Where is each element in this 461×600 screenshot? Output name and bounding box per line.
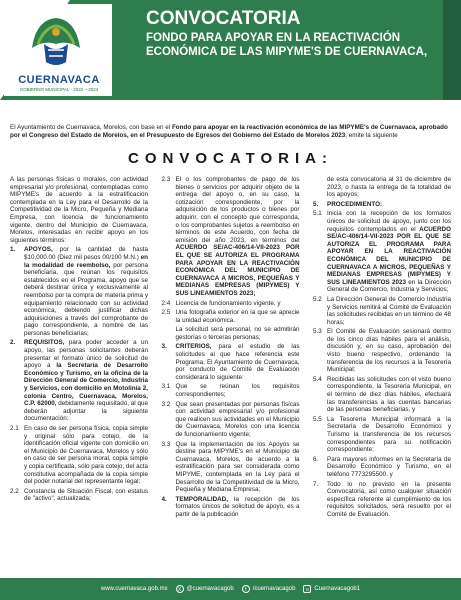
item-heading: PROCEDIMIENTO:: [327, 200, 383, 208]
item-5: [313, 201, 451, 209]
item-2-4: [162, 300, 300, 308]
item-2-1: [10, 425, 148, 486]
footer-facebook[interactable]: [242, 585, 296, 593]
item-text: Constancia de Situación Fiscal, con estatus de "activo", actualizada;: [24, 487, 148, 503]
item-text: [24, 246, 148, 337]
item-bold: ACUERDO SE/AC-406/14-VII-2023 POR EL QUE SE AUTORIZA EL PROGRAMA PARA APOYAR EN LA REACTIVACIÓN ECONÓMICA DEL MUNICIPIO DE CUERNAVACA A MICROS, PEQUEÑAS Y MEDIANAS EMPRESAS (MIPYMES) Y SUS LINEAMIENTOS 2023: [327, 225, 451, 286]
item-text: [327, 210, 451, 294]
intro-bold: Fondo para apoyar en la reactivación económica de las MIPYME's de Cuernavaca, aprobado por el Congreso del Estado de Morelos, en el Presupuesto de Egresos del Gobierno del Estado de Morelos 2023: [10, 124, 448, 139]
item-body: la recepción de los formatos únicos de solicitud de apoyo, es a partir de la publicación: [175, 495, 300, 518]
footer-x-text: @cuernavacagob: [186, 586, 234, 592]
item-body: El o los comprobantes de pago de los bienes o servicios por adquirir objeto de la entrega del apoyo o, en su caso, la cotización correspondiente, por la adquisición de los productos o bienes por adquirir, con el concepto que corresponda, o los comprobantes sujetos a reembolso en términos de este Acuerdo, con fecha de emisión del año 2023, en términos del: [175, 176, 300, 244]
item-text: En caso de ser persona física, copia simple y original sólo para cotejo, de la identificación oficial vigente con domicilio en el Municipio de Cuernavaca, Morelos y sólo en caso de ser persona moral, copia simple y copia certificada, sólo para cotejo, del acta constitutiva acompañada de la copia simple del poder notarial del representante legal;: [24, 425, 148, 486]
x-icon: X: [176, 585, 184, 593]
instagram-icon: o: [303, 585, 311, 593]
footer-bar: [0, 578, 461, 600]
item-2-2: [10, 488, 148, 503]
item-3-1: [162, 383, 300, 398]
item-text: de esta convocatoria al 31 de diciembre de 2023, o hasta la entrega de la totalidad de los apoyos;: [327, 176, 451, 199]
intro-text-2: , emite la siguiente: [345, 132, 398, 139]
cuernavaca-emblem-icon: [24, 10, 88, 72]
item-3-2: [162, 401, 300, 439]
item-number: 4.: [161, 495, 167, 503]
item-1: [10, 246, 148, 337]
item-number: 3.: [161, 343, 167, 351]
item-number: 5.5: [313, 415, 322, 423]
item-body: en la Dirección General de Comercio, Industria y Servicios;: [327, 278, 452, 294]
item-text: La Tesorería Municipal informará a la Secretaría de Desarrollo Económico y Turismo la transferencia de los recursos correspondientes para su notificación correspondiente;: [327, 415, 451, 454]
item-5-3: [313, 328, 451, 374]
item-body: por la cantidad de hasta $10,000.00 (Diez mil pesos 00/100 M.N.): [24, 246, 148, 261]
note-text: La solicitud será personal, no se admitirán gestorías o terceras personas;: [175, 326, 300, 341]
item-text: Recibidas las solicitudes con el visto bueno correspondiente, la Tesorería Municipal, en el término de diez días hábiles, efectuará las transferencias a las cuentas bancarias de las personas beneficiarias, y: [327, 375, 451, 414]
column-1: [10, 176, 148, 574]
item-bold: ACUERDO SE/AC-406/14-VII-2023 POR EL QUE SE AUTORIZA EL PROGRAMA PARA APOYAR EN LA REACTIVACIÓN ECONÓMICA DEL MUNICIPIO DE CUERNAVACA A MICROS, PEQUEÑAS Y MEDIANAS EMPRESAS (MIPYMES) Y SUS LINEAMIENTOS 2023;: [175, 244, 300, 297]
col1-intro: A las personas físicas o morales, con actividad empresarial y/o profesional, contempladas como MIPYME's de acuerdo a la estratificación contemplada en la Ley para el Desarrollo de la Competitividad de la Micro, Pequeña y Mediana Empresa, con licencia de funcionamiento vigente, dentro del Municipio de Cuernavaca, Morelos, interesadas en recibir apoyo en los siguientes términos:: [10, 176, 148, 244]
item-number: 2.5: [161, 309, 171, 317]
item-5-1: [313, 210, 451, 294]
item-number: 6.: [313, 455, 319, 463]
spacer: [162, 326, 176, 341]
item-text: [24, 339, 148, 423]
item-5-2: [313, 296, 451, 326]
item-text: Una fotografía exterior en la que se aprecie la unidad económica.: [175, 309, 300, 324]
facebook-icon: f: [242, 585, 250, 593]
item-7: [313, 481, 451, 519]
item-2-5: [162, 309, 300, 324]
body-columns: [10, 176, 451, 574]
item-text: Que la implementación de los Apoyos se destine para MIPYME's en el Municipio de Cuernavaca, Morelos, de acuerdo a la estratificación para ser considerada como MIPYME, contemplada en la Ley para el Desarrollo de la Competitividad de la Micro, Pequeña y Mediana Empresa;: [175, 440, 300, 494]
header-title: CONVOCATORIA: [146, 8, 301, 29]
item-bold: la Secretaría de Desarrollo Económico y Turismo, en la oficina de la Dirección General de Comercio, Industria y Servicios, con domicilio en Motolinía 2, colonia Centro, Cuernavaca, Morelos, C.P. 62000,: [24, 362, 148, 408]
item-6: [313, 456, 451, 479]
logo: [4, 4, 112, 96]
item-text: Para mayores informes en la Secretaría de Desarrollo Económico y Turismo, en el teléfono 7773295500, y: [327, 455, 451, 478]
item-3-3: [162, 441, 300, 494]
item-number: 2.1: [10, 425, 19, 432]
item-text: El Comité de Evaluación sesionará dentro de los cinco días hábiles para el análisis, discusión y, en su caso, aprobación del visto bueno respectivo, ordenando la transferencia de los recursos a la Tesorería Municipal;: [327, 328, 451, 374]
intro-paragraph: [10, 124, 451, 140]
item-number: 5.4: [313, 375, 322, 383]
spacer: [313, 176, 327, 199]
column-3: [313, 176, 451, 574]
item-body: para el estudio de las solicitudes al que hace referencia este Programa, El Ayuntamiento de Cuernavaca, por conducto de Comité de Evaluación considerará lo siguiente:: [175, 343, 300, 381]
item-body: Inicia con la recepción de los formatos únicos de solicitud de apoyo, junto con los requisitos contemplados en el: [327, 210, 451, 233]
item-number: 2.: [10, 339, 16, 347]
item-number: 1.: [10, 246, 16, 254]
footer-website-text: www.cuernavaca.gob.mx: [100, 586, 168, 592]
item-text: [176, 496, 300, 519]
item-bold: en la modalidad de reembolso,: [24, 253, 148, 269]
item-text: Licencia de funcionamiento vigente, y: [175, 299, 281, 307]
footer-x[interactable]: [176, 585, 234, 593]
item-bold: CRITERIOS,: [175, 343, 212, 351]
logo-subtitle: GOBIERNO MUNICIPAL · 2022 – 2024: [19, 87, 99, 92]
item-5-5: [313, 416, 451, 454]
item-bold: REQUISITOS,: [24, 339, 65, 347]
footer-instagram[interactable]: [303, 585, 360, 593]
header-banner: [0, 0, 461, 100]
item-2: [10, 339, 148, 423]
item-text: Que sean presentadas por personas físicas con actividad empresarial y/o profesional que realicen sus actividades en el Municipio de Cuernavaca, Morelos con una licencia de funcionamiento vigente;: [175, 400, 300, 438]
item-number: 5.: [313, 200, 319, 208]
item-number: 5.3: [313, 328, 322, 336]
item-number: 5.1: [313, 210, 322, 218]
footer-facebook-text: /cuernavacagob: [252, 586, 296, 592]
item-4: [162, 496, 300, 519]
convocatoria-heading: CONVOCATORIA:: [128, 150, 333, 167]
column-2: [162, 176, 300, 574]
item-number: 3.3: [161, 440, 171, 448]
item-text: [176, 343, 300, 381]
item-3: [162, 343, 300, 381]
item-text: Que se reúnan los requisitos correspondientes;: [175, 383, 300, 399]
item-number: 5.2: [313, 295, 322, 303]
item-text: [176, 176, 300, 298]
item-body: debidamente requisitado, al que deberán adjuntar la siguiente documentación:: [24, 400, 148, 423]
header-subtitle: FONDO PARA APOYAR EN LA REACTIVACIÓN ECONÓMICA DE LAS MIPYME'S DE CUERNAVACA,: [146, 32, 428, 58]
intro-text-1: El Ayuntamiento de Cuernavaca, Morelos, con base en el: [10, 124, 172, 131]
item-number: 3.1: [161, 383, 171, 391]
item-text: Todo lo no previsto en la presente Convocatoria, así como cualquier situación específica referente al cumplimiento de los requisitos solicitados, será resuelto por el Comité de Evaluación.: [327, 480, 451, 518]
item-5-4: [313, 376, 451, 414]
item-number: 2.2: [10, 487, 19, 495]
item-bold: TEMPORALIDAD,: [175, 495, 228, 503]
item-body: para poder acceder a un apoyo, las personas solicitantes deberán presentar el formato único de solicitud de apoyo a: [24, 339, 148, 370]
item-number: 2.3: [161, 176, 171, 183]
item-number: 3.2: [161, 400, 171, 408]
item-body: por persona beneficiaria, que reúnan los requisitos establecidos en el Programa, apoyo que se deberá destinar única y exclusivamente al reembolso por la compra de materia prima y equipamiento relacionado con su actividad económica, debiendo justificar dichas adquisiciones a través del comprobante de pago correspondiente, a nombre de las personas beneficiarias;: [24, 261, 148, 337]
logo-wordmark: CUERNAVACA: [18, 74, 100, 86]
item-text: La Dirección General de Comercio Industria y Servicios remitirá al Comité de Evaluación las solicitudes recibidas en un término de 48 horas;: [327, 295, 451, 326]
item-4-continued: [313, 176, 451, 199]
item-number: 7.: [313, 480, 319, 488]
item-number: 2.4: [161, 299, 171, 307]
footer-instagram-text: Cuernavacagob1: [314, 586, 361, 592]
item-bold: APOYOS,: [24, 246, 53, 254]
note-row: [162, 326, 300, 341]
footer-website[interactable]: [101, 586, 168, 592]
item-2-3: [162, 176, 300, 298]
